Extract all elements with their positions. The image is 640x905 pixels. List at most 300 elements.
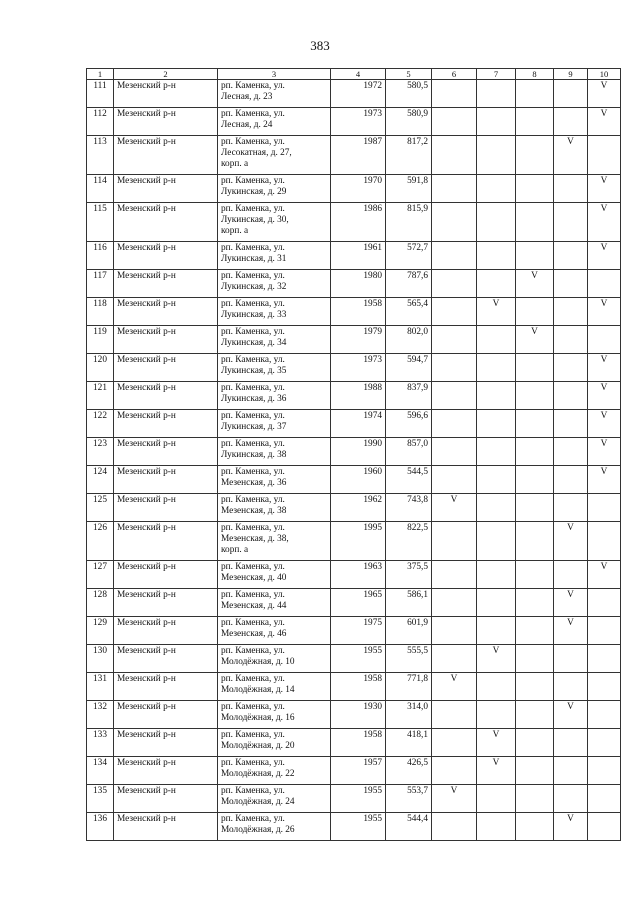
address-cell — [218, 522, 331, 561]
address-line: Мезенская, д. 38 — [221, 506, 287, 516]
area-cell: 837,9 — [386, 382, 432, 410]
area-cell: 596,6 — [386, 410, 432, 438]
mark-cell — [554, 438, 588, 466]
district-cell: Мезенский р-н — [114, 80, 218, 108]
mark-cell — [516, 757, 554, 785]
year-cell: 1987 — [331, 136, 386, 175]
area-cell: 743,8 — [386, 494, 432, 522]
table-row — [87, 757, 621, 785]
table-row — [87, 203, 621, 242]
mark-cell — [477, 136, 516, 175]
mark-cell: V — [432, 673, 477, 701]
mark-cell: V — [432, 494, 477, 522]
address-cell — [218, 466, 331, 494]
area-cell: 314,0 — [386, 701, 432, 729]
row-number-cell: 114 — [87, 175, 114, 203]
mark-cell — [477, 438, 516, 466]
address-line: рп. Каменка, ул. — [221, 562, 285, 572]
year-cell: 1979 — [331, 326, 386, 354]
mark-cell — [554, 108, 588, 136]
mark-cell: V — [588, 354, 621, 382]
row-number-cell: 113 — [87, 136, 114, 175]
year-cell: 1972 — [331, 80, 386, 108]
year-cell: 1961 — [331, 242, 386, 270]
address-line: рп. Каменка, ул. — [221, 730, 285, 740]
mark-cell — [432, 813, 477, 841]
district-cell: Мезенский р-н — [114, 136, 218, 175]
mark-cell: V — [588, 466, 621, 494]
address-line: рп. Каменка, ул. — [221, 814, 285, 824]
row-number-cell: 125 — [87, 494, 114, 522]
table-row — [87, 617, 621, 645]
table-row — [87, 136, 621, 175]
address-line: Молодёжная, д. 20 — [221, 741, 295, 751]
address-line: Мезенская, д. 46 — [221, 629, 287, 639]
address-cell — [218, 757, 331, 785]
mark-cell: V — [477, 645, 516, 673]
table-row — [87, 108, 621, 136]
year-cell: 1930 — [331, 701, 386, 729]
mark-cell — [554, 175, 588, 203]
row-number-cell: 126 — [87, 522, 114, 561]
row-number-cell: 112 — [87, 108, 114, 136]
address-line: рп. Каменка, ул. — [221, 590, 285, 600]
district-cell: Мезенский р-н — [114, 326, 218, 354]
district-cell: Мезенский р-н — [114, 673, 218, 701]
mark-cell — [554, 494, 588, 522]
area-cell: 586,1 — [386, 589, 432, 617]
mark-cell: V — [477, 298, 516, 326]
address-line: Лесокатная, д. 27, — [221, 148, 292, 158]
row-number-cell: 118 — [87, 298, 114, 326]
address-line: рп. Каменка, ул. — [221, 439, 285, 449]
address-cell — [218, 203, 331, 242]
mark-cell — [432, 522, 477, 561]
mark-cell — [516, 136, 554, 175]
mark-cell — [516, 617, 554, 645]
address-line: Лукинская, д. 32 — [221, 282, 287, 292]
mark-cell — [516, 410, 554, 438]
area-cell: 418,1 — [386, 729, 432, 757]
address-cell — [218, 242, 331, 270]
row-number-cell: 131 — [87, 673, 114, 701]
area-cell: 553,7 — [386, 785, 432, 813]
mark-cell: V — [516, 270, 554, 298]
column-header: 5 — [386, 69, 432, 80]
area-cell: 555,5 — [386, 645, 432, 673]
area-cell: 817,2 — [386, 136, 432, 175]
mark-cell: V — [432, 785, 477, 813]
row-number-cell: 130 — [87, 645, 114, 673]
address-line: рп. Каменка, ул. — [221, 646, 285, 656]
mark-cell — [516, 494, 554, 522]
district-cell: Мезенский р-н — [114, 589, 218, 617]
area-cell: 572,7 — [386, 242, 432, 270]
mark-cell: V — [588, 108, 621, 136]
area-cell: 544,4 — [386, 813, 432, 841]
mark-cell: V — [554, 522, 588, 561]
address-line: Мезенская, д. 40 — [221, 573, 287, 583]
address-line: рп. Каменка, ул. — [221, 467, 285, 477]
address-line: рп. Каменка, ул. — [221, 702, 285, 712]
year-cell: 1965 — [331, 589, 386, 617]
area-cell: 375,5 — [386, 561, 432, 589]
mark-cell — [554, 326, 588, 354]
mark-cell — [588, 813, 621, 841]
table-row — [87, 561, 621, 589]
mark-cell — [477, 701, 516, 729]
mark-cell: V — [554, 813, 588, 841]
mark-cell: V — [588, 242, 621, 270]
district-cell: Мезенский р-н — [114, 298, 218, 326]
mark-cell — [554, 729, 588, 757]
mark-cell: V — [516, 326, 554, 354]
mark-cell — [477, 785, 516, 813]
column-number-row — [87, 69, 621, 80]
row-number-cell: 116 — [87, 242, 114, 270]
address-cell — [218, 589, 331, 617]
column-header: 2 — [114, 69, 218, 80]
table-row — [87, 673, 621, 701]
address-line: рп. Каменка, ул. — [221, 137, 285, 147]
row-number-cell: 134 — [87, 757, 114, 785]
district-cell: Мезенский р-н — [114, 242, 218, 270]
year-cell: 1973 — [331, 354, 386, 382]
table-row — [87, 242, 621, 270]
mark-cell — [432, 617, 477, 645]
address-cell — [218, 438, 331, 466]
table-row — [87, 785, 621, 813]
district-cell: Мезенский р-н — [114, 561, 218, 589]
year-cell: 1960 — [331, 466, 386, 494]
row-number-cell: 132 — [87, 701, 114, 729]
address-cell — [218, 561, 331, 589]
mark-cell — [477, 175, 516, 203]
column-header: 10 — [588, 69, 621, 80]
year-cell: 1955 — [331, 813, 386, 841]
year-cell: 1995 — [331, 522, 386, 561]
address-cell — [218, 354, 331, 382]
mark-cell — [477, 203, 516, 242]
column-header: 3 — [218, 69, 331, 80]
address-line: Лукинская, д. 33 — [221, 310, 287, 320]
district-cell: Мезенский р-н — [114, 729, 218, 757]
mark-cell — [516, 785, 554, 813]
year-cell: 1957 — [331, 757, 386, 785]
mark-cell — [588, 617, 621, 645]
mark-cell: V — [554, 589, 588, 617]
table-row — [87, 410, 621, 438]
table-row — [87, 494, 621, 522]
address-line: Лесная, д. 24 — [221, 120, 273, 130]
mark-cell — [432, 410, 477, 438]
table-row — [87, 80, 621, 108]
mark-cell — [516, 561, 554, 589]
mark-cell: V — [554, 701, 588, 729]
table-body — [87, 69, 621, 841]
table-row — [87, 522, 621, 561]
column-header: 6 — [432, 69, 477, 80]
address-cell — [218, 326, 331, 354]
mark-cell — [516, 729, 554, 757]
row-number-cell: 120 — [87, 354, 114, 382]
address-line: рп. Каменка, ул. — [221, 618, 285, 628]
address-line: Молодёжная, д. 22 — [221, 769, 295, 779]
row-number-cell: 135 — [87, 785, 114, 813]
address-line: рп. Каменка, ул. — [221, 81, 285, 91]
address-cell — [218, 729, 331, 757]
mark-cell — [432, 175, 477, 203]
column-header: 9 — [554, 69, 588, 80]
mark-cell: V — [588, 382, 621, 410]
address-line: Лукинская, д. 36 — [221, 394, 287, 404]
year-cell: 1955 — [331, 645, 386, 673]
address-line: рп. Каменка, ул. — [221, 327, 285, 337]
mark-cell: V — [554, 617, 588, 645]
mark-cell — [477, 466, 516, 494]
mark-cell — [516, 80, 554, 108]
area-cell: 771,8 — [386, 673, 432, 701]
year-cell: 1986 — [331, 203, 386, 242]
address-cell — [218, 617, 331, 645]
address-line: Молодёжная, д. 14 — [221, 685, 295, 695]
area-cell: 544,5 — [386, 466, 432, 494]
mark-cell — [588, 757, 621, 785]
table-row — [87, 354, 621, 382]
table-row — [87, 729, 621, 757]
address-line: рп. Каменка, ул. — [221, 109, 285, 119]
address-cell — [218, 673, 331, 701]
area-cell: 787,6 — [386, 270, 432, 298]
mark-cell — [477, 673, 516, 701]
mark-cell — [432, 136, 477, 175]
row-number-cell: 129 — [87, 617, 114, 645]
address-line: Лукинская, д. 31 — [221, 254, 287, 264]
table-row — [87, 701, 621, 729]
year-cell: 1970 — [331, 175, 386, 203]
mark-cell — [432, 242, 477, 270]
mark-cell — [554, 298, 588, 326]
district-cell: Мезенский р-н — [114, 438, 218, 466]
table-row — [87, 813, 621, 841]
table-row — [87, 175, 621, 203]
address-cell — [218, 645, 331, 673]
mark-cell — [477, 589, 516, 617]
mark-cell — [516, 242, 554, 270]
area-cell: 802,0 — [386, 326, 432, 354]
mark-cell — [477, 561, 516, 589]
mark-cell — [516, 438, 554, 466]
table-row — [87, 466, 621, 494]
address-line: Лукинская, д. 34 — [221, 338, 287, 348]
area-cell: 591,8 — [386, 175, 432, 203]
address-line: Молодёжная, д. 10 — [221, 657, 295, 667]
address-line: рп. Каменка, ул. — [221, 271, 285, 281]
mark-cell — [516, 522, 554, 561]
mark-cell — [477, 80, 516, 108]
mark-cell — [554, 354, 588, 382]
mark-cell — [432, 382, 477, 410]
mark-cell — [477, 382, 516, 410]
mark-cell: V — [588, 80, 621, 108]
row-number-cell: 128 — [87, 589, 114, 617]
mark-cell — [554, 382, 588, 410]
mark-cell — [432, 589, 477, 617]
year-cell: 1955 — [331, 785, 386, 813]
year-cell: 1963 — [331, 561, 386, 589]
mark-cell — [554, 757, 588, 785]
mark-cell — [477, 410, 516, 438]
district-cell: Мезенский р-н — [114, 203, 218, 242]
column-header: 4 — [331, 69, 386, 80]
mark-cell — [554, 785, 588, 813]
address-line: корп. а — [221, 159, 249, 169]
mark-cell — [516, 466, 554, 494]
mark-cell: V — [588, 203, 621, 242]
mark-cell — [477, 494, 516, 522]
mark-cell — [432, 326, 477, 354]
mark-cell — [554, 561, 588, 589]
mark-cell — [554, 203, 588, 242]
year-cell: 1958 — [331, 729, 386, 757]
address-cell — [218, 108, 331, 136]
mark-cell — [588, 494, 621, 522]
district-cell: Мезенский р-н — [114, 645, 218, 673]
row-number-cell: 119 — [87, 326, 114, 354]
mark-cell — [588, 701, 621, 729]
area-cell: 580,9 — [386, 108, 432, 136]
address-line: рп. Каменка, ул. — [221, 204, 285, 214]
district-cell: Мезенский р-н — [114, 354, 218, 382]
area-cell: 815,9 — [386, 203, 432, 242]
mark-cell — [554, 80, 588, 108]
mark-cell — [477, 354, 516, 382]
address-line: рп. Каменка, ул. — [221, 786, 285, 796]
address-line: Лукинская, д. 37 — [221, 422, 287, 432]
mark-cell — [477, 242, 516, 270]
mark-cell — [432, 270, 477, 298]
address-line: рп. Каменка, ул. — [221, 176, 285, 186]
mark-cell: V — [554, 136, 588, 175]
address-line: Лукинская, д. 29 — [221, 187, 287, 197]
district-cell: Мезенский р-н — [114, 175, 218, 203]
housing-registry-table — [86, 68, 621, 841]
area-cell: 594,7 — [386, 354, 432, 382]
column-header: 1 — [87, 69, 114, 80]
district-cell: Мезенский р-н — [114, 785, 218, 813]
row-number-cell: 136 — [87, 813, 114, 841]
mark-cell: V — [588, 438, 621, 466]
mark-cell — [432, 203, 477, 242]
address-line: Лукинская, д. 38 — [221, 450, 287, 460]
mark-cell — [554, 466, 588, 494]
mark-cell — [432, 701, 477, 729]
address-line: рп. Каменка, ул. — [221, 495, 285, 505]
address-cell — [218, 785, 331, 813]
address-cell — [218, 813, 331, 841]
mark-cell — [554, 242, 588, 270]
mark-cell — [554, 410, 588, 438]
mark-cell — [432, 757, 477, 785]
mark-cell — [588, 589, 621, 617]
mark-cell — [477, 522, 516, 561]
area-cell: 857,0 — [386, 438, 432, 466]
mark-cell — [516, 203, 554, 242]
address-line: корп. а — [221, 545, 249, 555]
mark-cell — [588, 729, 621, 757]
table-row — [87, 382, 621, 410]
address-line: рп. Каменка, ул. — [221, 674, 285, 684]
mark-cell — [588, 136, 621, 175]
year-cell: 1974 — [331, 410, 386, 438]
row-number-cell: 133 — [87, 729, 114, 757]
mark-cell — [432, 729, 477, 757]
mark-cell — [588, 270, 621, 298]
mark-cell: V — [477, 729, 516, 757]
address-line: рп. Каменка, ул. — [221, 411, 285, 421]
area-cell: 426,5 — [386, 757, 432, 785]
mark-cell — [588, 326, 621, 354]
mark-cell — [516, 382, 554, 410]
mark-cell — [516, 354, 554, 382]
address-cell — [218, 80, 331, 108]
address-line: Лукинская, д. 35 — [221, 366, 287, 376]
mark-cell — [432, 438, 477, 466]
address-line: Мезенская, д. 44 — [221, 601, 287, 611]
mark-cell: V — [588, 561, 621, 589]
district-cell: Мезенский р-н — [114, 382, 218, 410]
address-line: Молодёжная, д. 24 — [221, 797, 295, 807]
district-cell: Мезенский р-н — [114, 108, 218, 136]
district-cell: Мезенский р-н — [114, 522, 218, 561]
address-line: рп. Каменка, ул. — [221, 243, 285, 253]
address-line: рп. Каменка, ул. — [221, 383, 285, 393]
district-cell: Мезенский р-н — [114, 410, 218, 438]
address-cell — [218, 494, 331, 522]
mark-cell: V — [588, 410, 621, 438]
column-header: 8 — [516, 69, 554, 80]
year-cell: 1962 — [331, 494, 386, 522]
area-cell: 580,5 — [386, 80, 432, 108]
page-number: 383 — [310, 38, 330, 53]
row-number-cell: 115 — [87, 203, 114, 242]
mark-cell — [432, 298, 477, 326]
mark-cell — [516, 108, 554, 136]
row-number-cell: 123 — [87, 438, 114, 466]
mark-cell — [477, 617, 516, 645]
address-cell — [218, 175, 331, 203]
address-line: Молодёжная, д. 16 — [221, 713, 295, 723]
table-row — [87, 298, 621, 326]
column-header: 7 — [477, 69, 516, 80]
year-cell: 1980 — [331, 270, 386, 298]
mark-cell — [516, 645, 554, 673]
district-cell: Мезенский р-н — [114, 813, 218, 841]
mark-cell — [432, 80, 477, 108]
mark-cell: V — [477, 757, 516, 785]
mark-cell — [554, 270, 588, 298]
row-number-cell: 121 — [87, 382, 114, 410]
table-row — [87, 270, 621, 298]
mark-cell — [516, 175, 554, 203]
table-row — [87, 438, 621, 466]
mark-cell — [432, 466, 477, 494]
mark-cell — [516, 589, 554, 617]
year-cell: 1975 — [331, 617, 386, 645]
year-cell: 1958 — [331, 673, 386, 701]
address-cell — [218, 136, 331, 175]
mark-cell — [516, 813, 554, 841]
